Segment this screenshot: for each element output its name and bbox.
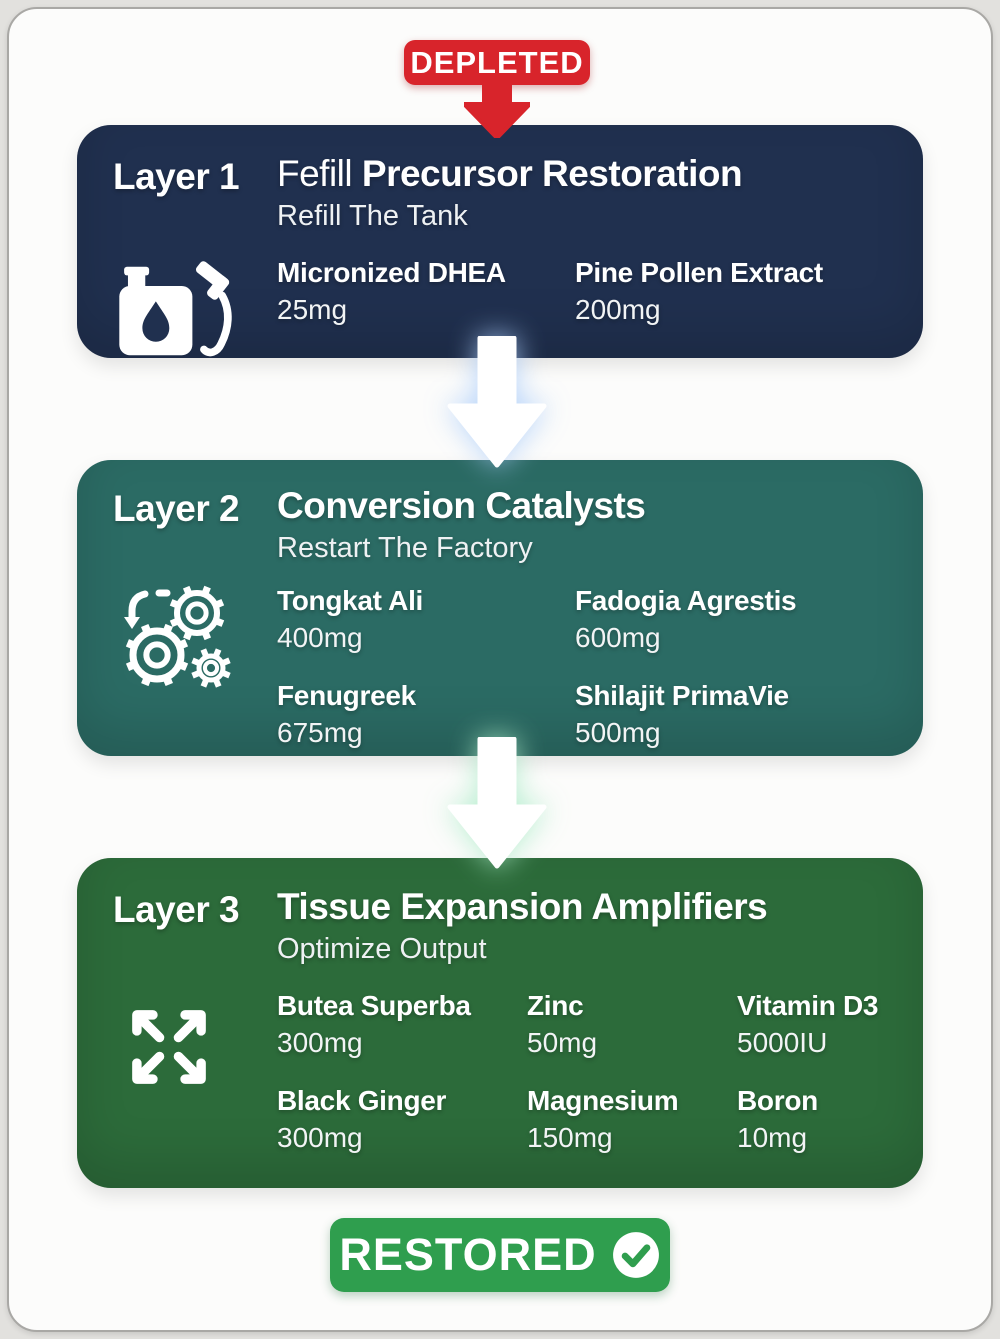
supplement-item (277, 257, 575, 326)
layer-3-subtitle: Optimize Output (277, 932, 487, 965)
layer-1-label: Layer 1 (113, 156, 240, 197)
layer-1-supplements (277, 257, 897, 361)
supplement-item (737, 1085, 897, 1154)
supplement-name: Shilajit PrimaVie (575, 679, 789, 711)
supplement-name: Vitamin D3 (737, 989, 879, 1021)
supplement-amount: 600mg (575, 621, 661, 653)
supplement-amount: 200mg (575, 293, 661, 325)
layer-3-title: Tissue Expansion Amplifiers (277, 886, 768, 927)
layer-3-supplements (277, 990, 897, 1154)
supplement-name: Zinc (527, 989, 584, 1021)
supplement-amount: 10mg (737, 1121, 808, 1153)
supplement-amount: 150mg (527, 1121, 613, 1153)
supplement-item (575, 680, 897, 749)
supplement-amount: 300mg (277, 1121, 363, 1153)
layer-3-card (77, 858, 923, 1188)
down-flow-arrow-2 (447, 737, 547, 869)
supplement-item (737, 990, 897, 1059)
check-circle-icon (611, 1230, 661, 1280)
layer-2-subtitle: Restart The Factory (277, 531, 533, 564)
expand-arrows-icon (117, 996, 221, 1098)
layer-2-card (77, 460, 923, 756)
supplement-item (575, 585, 897, 654)
supplement-name: Black Ginger (277, 1084, 447, 1116)
supplement-item (277, 1085, 527, 1154)
supplement-amount: 5000IU (737, 1026, 828, 1058)
supplement-amount: 500mg (575, 716, 661, 748)
supplement-amount: 675mg (277, 716, 363, 748)
restored-label: RESTORED (339, 1229, 597, 1280)
supplement-name: Fenugreek (277, 679, 416, 711)
supplement-name: Pine Pollen Extract (575, 256, 823, 288)
layer-2-title: Conversion Catalysts (277, 485, 646, 526)
fuel-can-icon (113, 261, 241, 361)
supplement-item (277, 585, 575, 654)
layer-2-label: Layer 2 (113, 488, 240, 529)
supplement-item (575, 257, 897, 326)
supplement-amount: 400mg (277, 621, 363, 653)
layer-2-supplements (277, 585, 897, 749)
layer-1-title: Fefill Precursor Restoration (277, 153, 743, 194)
supplement-amount: 25mg (277, 293, 348, 325)
layer-1-card (77, 125, 923, 358)
restored-badge (330, 1218, 670, 1292)
supplement-name: Boron (737, 1084, 818, 1116)
supplement-amount: 50mg (527, 1026, 598, 1058)
supplement-item (527, 1085, 737, 1154)
supplement-name: Fadogia Agrestis (575, 584, 797, 616)
down-flow-arrow-1 (447, 336, 547, 468)
supplement-name: Magnesium (527, 1084, 679, 1116)
supplement-amount: 300mg (277, 1026, 363, 1058)
supplement-item (277, 990, 527, 1059)
layer-1-subtitle: Refill The Tank (277, 199, 468, 232)
supplement-item (527, 990, 737, 1059)
supplement-name: Butea Superba (277, 989, 471, 1021)
supplement-name: Tongkat Ali (277, 584, 424, 616)
layer-3-label: Layer 3 (113, 889, 240, 930)
gears-icon (115, 575, 239, 693)
depleted-badge: DEPLETED (404, 40, 590, 85)
supplement-name: Micronized DHEA (277, 256, 506, 288)
red-down-arrow-icon (464, 84, 530, 138)
